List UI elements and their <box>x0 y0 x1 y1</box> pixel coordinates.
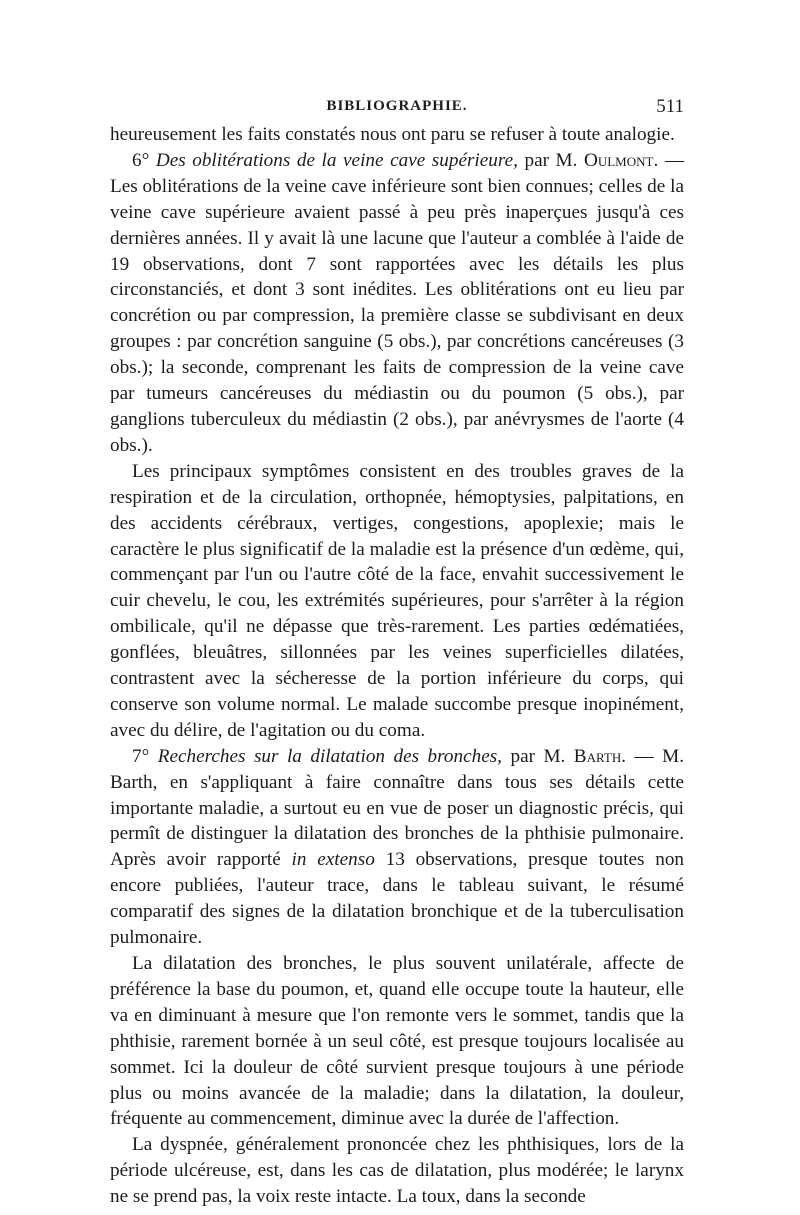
paragraph-2 <box>110 148 684 459</box>
section-title: Des oblitérations de la veine cave supérieure, <box>155 149 518 171</box>
paragraph-6: La dyspnée, généralement prononcée chez les phthisiques, lors de la période ulcéreuse, est, dans les cas de dilatation, plus modérée; le larynx ne se prend pas, la voix reste intacte. La toux, dans la seconde <box>110 1134 684 1208</box>
paragraph-2-body: — Les oblitérations de la veine cave inférieure sont bien connues; celles de la veine cave supérieure avaient passé à peu près inaperçues jusqu'à ces dernières années. Il y avait là une lacune que l'auteur a comblée à l'aide de 19 observations, dont 7 sont rapportées avec les détails les plus circonstanciés, et dont 3 sont inédites. Les oblitérations ont eu lieu par concrétion ou par compression, la première classe se subdivisant en deux groupes : par concrétion sanguine (5 obs.), par concrétions cancéreuses (3 obs.); la seconde, comprenant les faits de compression de la veine cave par tumeurs cancéreuses du médiastin ou du poumon (5 obs.), par ganglions tuberculeux du médiastin (2 obs.), par anévrysmes de l'aorte (4 obs.). <box>110 149 684 456</box>
paragraph-4 <box>110 744 684 951</box>
section-number: 7° <box>132 745 150 767</box>
running-head <box>110 98 684 122</box>
paragraph-3: Les principaux symptômes consistent en des troubles graves de la respiration et de la circulation, orthopnée, hémoptysies, palpitations, en des accidents cérébraux, vertiges, congestions, apoplexie; mais le caractère le plus significatif de la maladie est la présence d'un œdème, qui, commençant par l'un ou l'autre côté de la face, envahit successivement le cuir chevelu, le cou, les extrémités supérieures, pour s'arrêter à la région ombilicale, qu'il ne dépasse que très-rarement. Les parties œdématiées, gonflées, bleuâtres, sillonnées par les veines superficielles dilatées, contrastent avec la sécheresse de la portion inférieure du corps, qui conserve son volume normal. Le malade succombe presque inopinément, avec du délire, de l'agitation ou du coma. <box>110 460 684 741</box>
section-number: 6° <box>132 149 150 171</box>
body-text <box>110 122 684 1210</box>
byline: par M. <box>524 149 578 171</box>
author-name: Barth. <box>573 745 626 767</box>
byline: par M. <box>510 745 566 767</box>
author-name: Oulmont. <box>583 149 659 171</box>
paragraph-1: heureusement les faits constatés nous ont paru se refuser à toute analogie. <box>110 124 675 145</box>
page-number: 511 <box>656 96 684 117</box>
section-title: Recherches sur la dilatation des bronches, <box>157 745 502 767</box>
paragraph-5: La dilatation des bronches, le plus souvent unilatérale, affecte de préférence la base du poumon, et, quand elle occupe toute la hauteur, elle va en diminuant à mesure que l'on remonte vers le sommet, tandis que la phthisie, rarement bornée à un seul côté, est presque toujours localisée au sommet. Ici la douleur de côté survient presque toujours à une période plus ou moins avancée de la maladie; dans la dilatation, la douleur, fréquente au commencement, diminue avec la durée de l'affection. <box>110 953 684 1130</box>
running-title: BIBLIOGRAPHIE. <box>326 98 468 114</box>
latin-phrase: in extenso <box>291 849 375 871</box>
paragraph-4-body-end: 13 observations, presque toutes non encore publiées, l'auteur trace, dans le tableau suivant, le résumé comparatif des signes de la dilatation bronchique et de la tuberculisation pulmonaire. <box>110 849 685 949</box>
paragraph-4-body-start: — M. Barth, en s'appliquant à faire connaître dans tous ses détails cette importante maladie, a surtout eu en vue de poser un diagnostic précis, qui permît de distinguer la dilatation des bronches de la phthisie pulmonaire. Après avoir rapporté <box>110 745 685 871</box>
